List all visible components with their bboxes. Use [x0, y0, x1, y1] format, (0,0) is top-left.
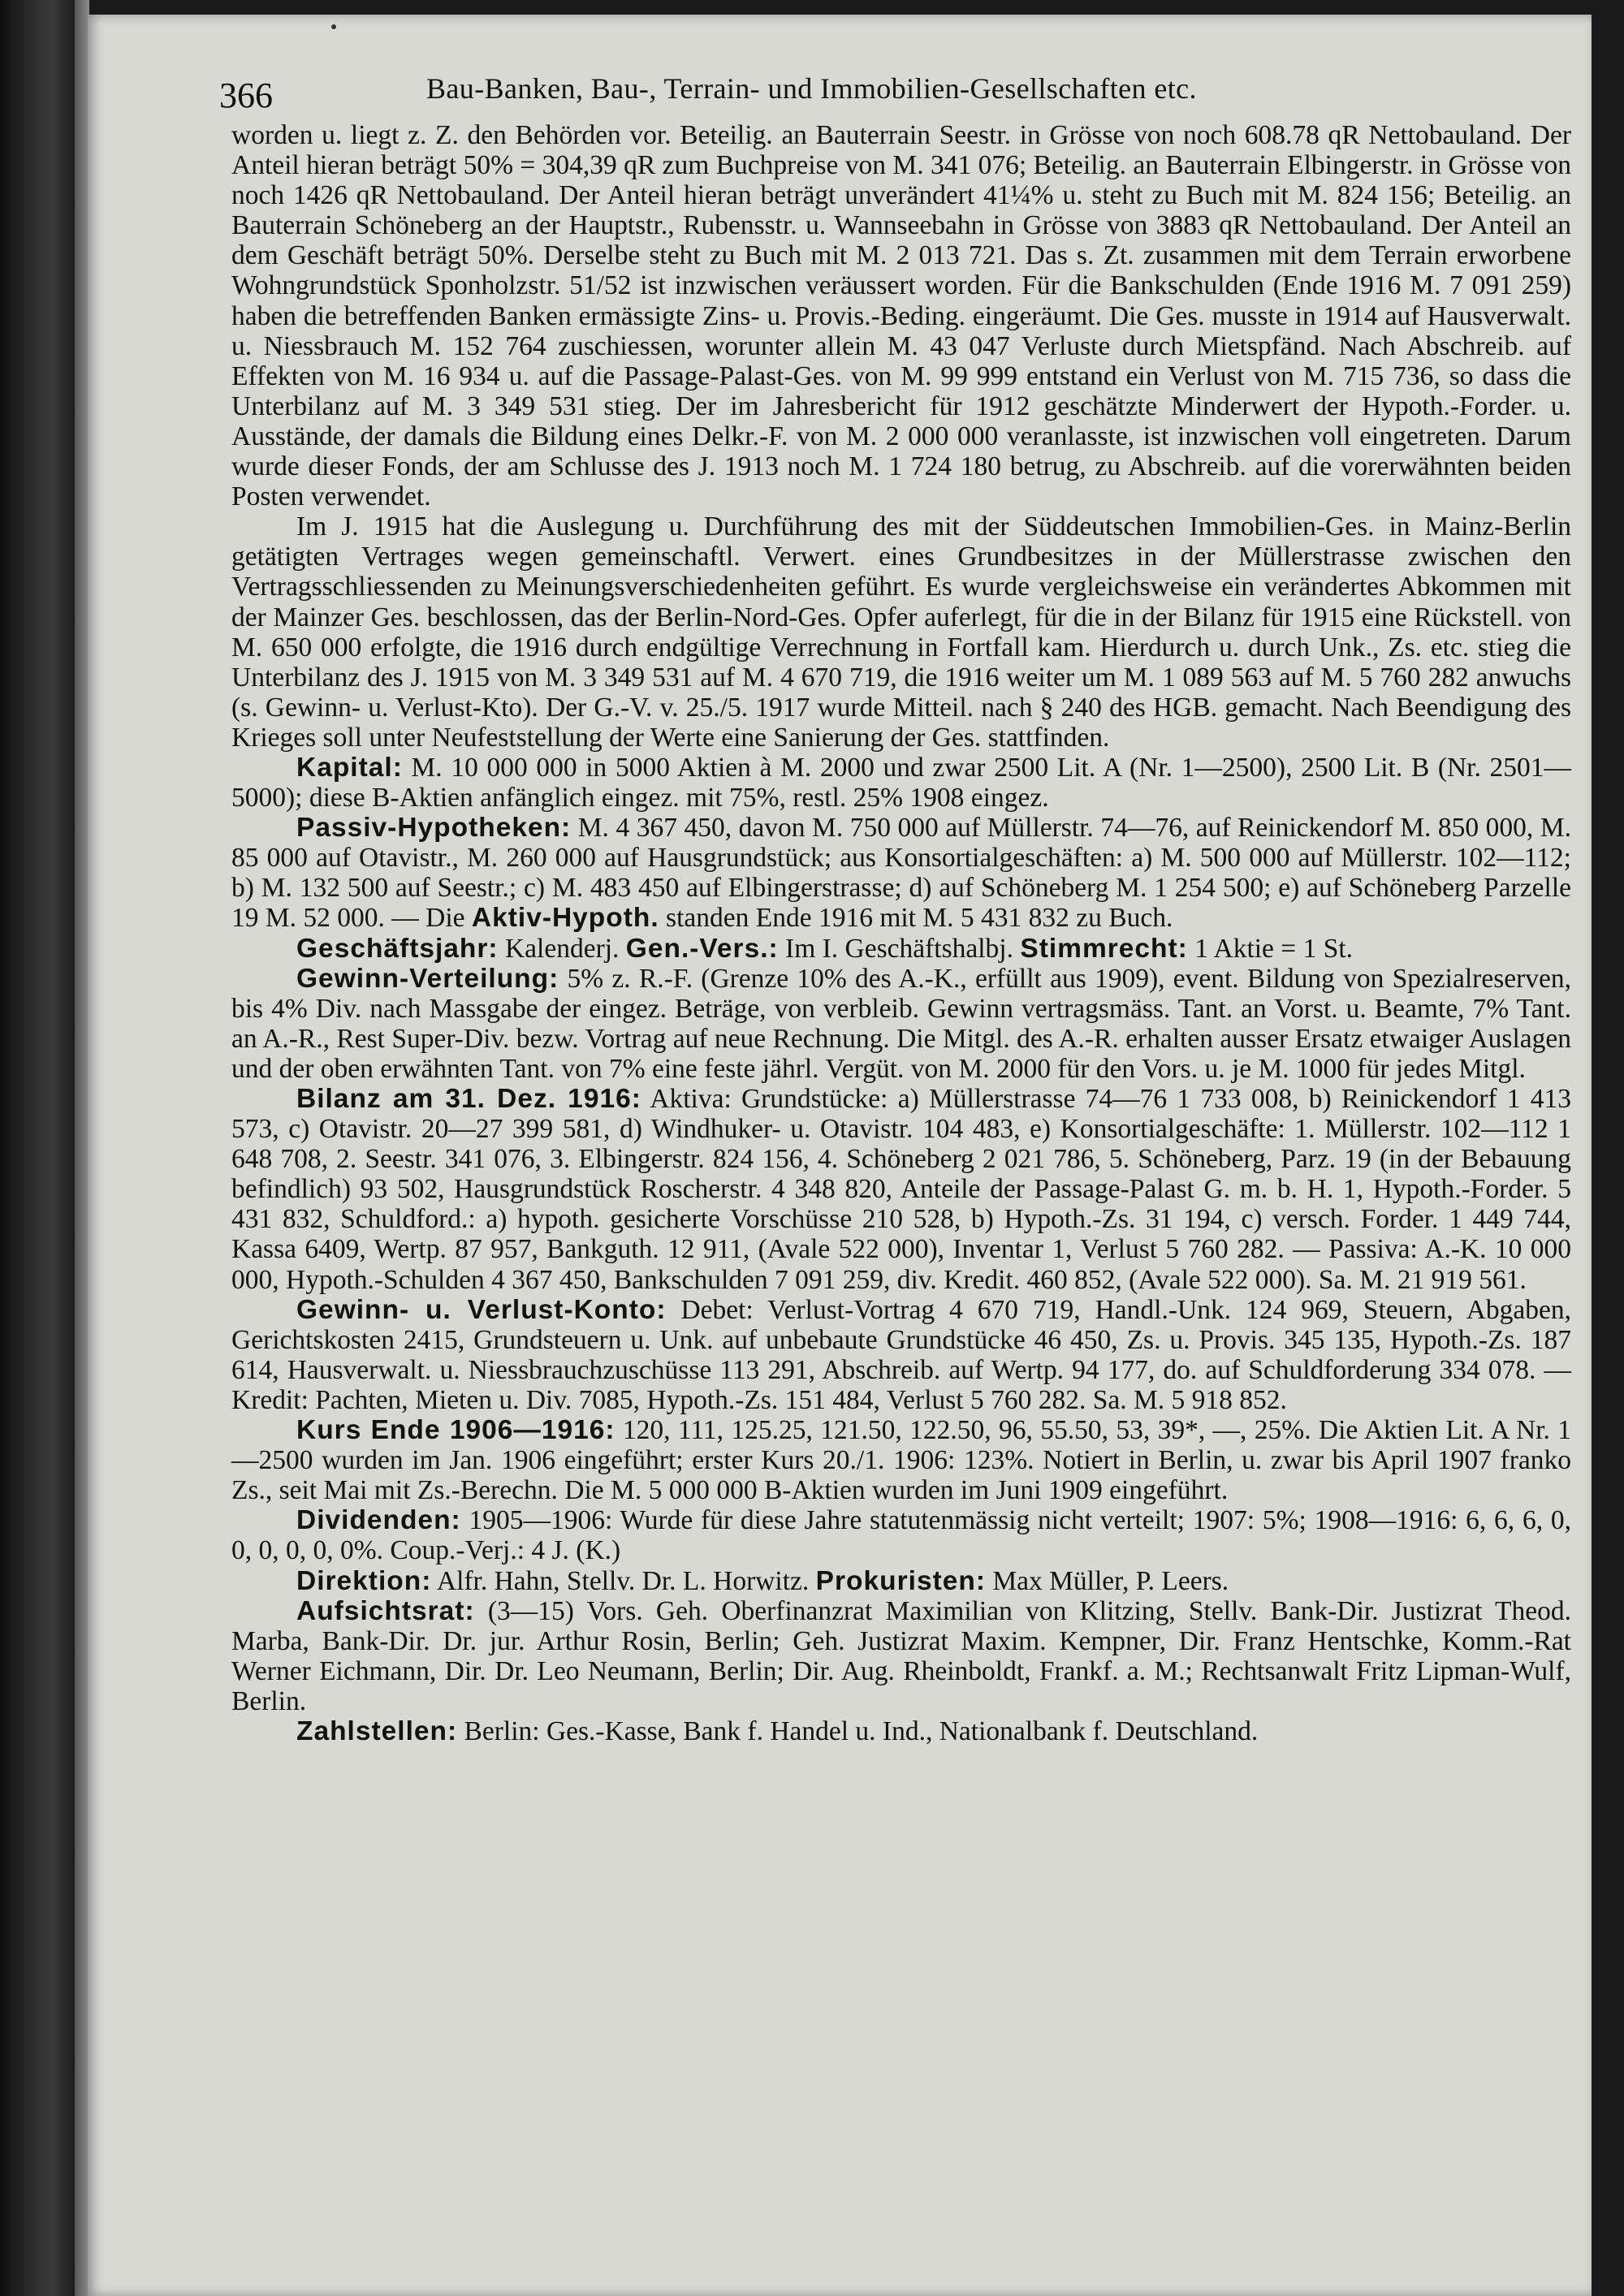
- section-text: 1 Aktie = 1 St.: [1194, 933, 1354, 964]
- section-heading: Gen.-Vers.:: [625, 933, 779, 964]
- section-text: Berlin: Ges.-Kasse, Bank f. Handel u. Ind., Nationalbank f. Deutschland.: [464, 1716, 1259, 1746]
- section-text: 1905—1906: Wurde für diese Jahre statutenmässig nicht verteilt; 1907: 5%; 1908—1916: 6, 6, 6, 0, 0, 0, 0, 0, 0%. Coup.-Verj.: 4 J. (K.): [231, 1505, 1571, 1566]
- section-heading: Prokuristen:: [815, 1565, 986, 1596]
- section-aufsichtsrat: [231, 1596, 1571, 1716]
- section-text: 120, 111, 125.25, 121.50, 122.50, 96, 55.50, 53, 39*, —, 25%. Die Aktien Lit. A Nr. 1—2500 wurden im Jan. 1906 eingeführt; erster Kurs 20./1. 1906: 123%. Notiert in Berlin, u. zwar bis April 1907 franko Zs., seit Mai mit Zs.-Berechn. Die M. 5 000 000 B-Aktien wurden im Juni 1909 eingeführt.: [231, 1415, 1572, 1506]
- section-kapital: [231, 753, 1571, 813]
- section-bilanz: [231, 1084, 1571, 1295]
- section-heading: Zahlstellen:: [296, 1716, 458, 1746]
- section-text: Aktiva: Grundstücke: a) Müllerstrasse 74—76 1 733 008, b) Reinickendorf 1 413 573, c) Otavistr. 20—27 399 581, d) Windhuker- u. Otavistr. 104 483, e) Konsortialgeschäfte: 1. Müllerstr. 102—112 1 648 708, 2. Seestr. 341 076, 3. Elbingerstr. 824 156, 4. Schöneberg 2 021 786, 5. Schöneberg, Parz. 19 (in der Bebauung befindlich) 93 502, Hausgrundstück Roscherstr. 4 348 820, Anteile der Passage-Palast G. m. b. H. 1, Hypoth.-Forder. 5 431 832, Schuldford.: a) hypoth. gesicherte Vorschüsse 210 528, b) Hypoth.-Zs. 31 194, c) versch. Forder. 1 449 744, Kassa 6409, Wertp. 87 957, Bankguth. 12 911, (Avale 522 000), Inventar 1, Verlust 5 760 282. — Passiva: A.-K. 10 000 000, Hypoth.-Schulden 4 367 450, Bankschulden 7 091 259, div. Kredit. 460 852, (Avale 522 000). Sa. M. 21 919 561.: [231, 1084, 1571, 1295]
- section-heading: Geschäftsjahr:: [296, 933, 499, 964]
- section-text: Max Müller, P. Leers.: [992, 1565, 1229, 1596]
- section-text: standen Ende 1916 mit M. 5 431 832 zu Buch.: [666, 903, 1173, 934]
- section-heading: Kapital:: [296, 752, 403, 783]
- section-heading: Passiv-Hypotheken:: [296, 813, 572, 844]
- section-geschaeftsjahr: [231, 934, 1571, 964]
- section-text: Kalenderj.: [504, 933, 620, 964]
- section-heading: Gewinn- u. Verlust-Konto:: [296, 1294, 667, 1325]
- section-gewinn-verteilung: [231, 964, 1571, 1084]
- book-binding: [0, 0, 75, 2296]
- section-heading: Aufsichtsrat:: [296, 1595, 475, 1626]
- print-speck: [331, 24, 336, 29]
- section-passiv-hypotheken: [231, 813, 1571, 933]
- paragraph-continued: worden u. liegt z. Z. den Behörden vor. Beteilig. an Bauterrain Seestr. in Grösse von noch 608.78 qR Nettobauland. Der Anteil hieran beträgt 50% = 304,39 qR zum Buchpreise von M. 341 076; Beteilig. an Bauterrain Elbingerstr. in Grösse von noch 1426 qR Nettobauland. Der Anteil hieran beträgt unverändert 41¼% u. steht zu Buch mit M. 824 156; Beteilig. an Bauterrain Schöneberg an der Hauptstr., Rubensstr. u. Wannseebahn in Grösse von 3883 qR Nettobauland. Der Anteil an dem Geschäft beträgt 50%. Derselbe steht zu Buch mit M. 2 013 721. Das s. Zt. zusammen mit dem Terrain erworbene Wohngrundstück Sponholzstr. 51/52 ist inzwischen veräussert worden. Für die Bankschulden (Ende 1916 M. 7 091 259) haben die betreffenden Banken ermässigte Zins- u. Provis.-Beding. eingeräumt. Die Ges. musste in 1914 auf Hausverwalt. u. Niessbrauch M. 152 764 zuschiessen, worunter allein M. 43 047 Verluste durch Mietspfänd. Nach Abschreib. auf Effekten von M. 16 934 u. auf die Passage-Palast-Ges. von M. 99 999 entstand ein Verlust von M. 715 736, so dass die Unterbilanz auf M. 3 349 531 stieg. Der im Jahresbericht für 1912 geschätzte Minderwert der Hypoth.-Forder. u. Ausstände, der damals die Bildung eines Delkr.-F. von M. 2 000 000 veranlasste, ist inzwischen voll eingetreten. Darum wurde dieser Fonds, der am Schlusse des J. 1913 noch M. 1 724 180 betrug, zu Abschreib. auf die vorerwähnten beiden Posten verwendet.: [231, 120, 1571, 512]
- section-heading: Gewinn-Verteilung:: [296, 963, 559, 994]
- section-text: Im I. Geschäftshalbj.: [785, 933, 1013, 964]
- section-heading: Bilanz am 31. Dez. 1916:: [296, 1084, 641, 1114]
- section-text: Debet: Verlust-Vortrag 4 670 719, Handl.-Unk. 124 969, Steuern, Abgaben, Gerichtskosten 2415, Grundsteuern u. Unk. auf unbebaute Grundstücke 46 450, Zs. u. Provis. 345 135, Hypoth.-Zs. 187 614, Hausverwalt. u. Niessbrauchzuschüsse 113 291, Abschreib. auf Wertp. 94 177, do. auf Schuldforderung 334 078. — Kredit: Pachten, Mieten u. Div. 7085, Hypoth.-Zs. 151 484, Verlust 5 760 282. Sa. M. 5 918 852.: [231, 1294, 1572, 1415]
- page-body: [231, 120, 1571, 1746]
- section-direktion: [231, 1566, 1571, 1596]
- section-text: Alfr. Hahn, Stellv. Dr. L. Horwitz.: [436, 1565, 810, 1596]
- section-heading: Aktiv-Hypoth.: [471, 903, 659, 934]
- section-text: 5% z. R.-F. (Grenze 10% des A.-K., erfüllt aus 1909), event. Bildung von Spezialreserven, bis 4% Div. nach Massgabe der eingez. Beträge, von verbleib. Gewinn vertragsmäss. Tant. an Vorst. u. Beamte, 7% Tant. an A.-R., Rest Super-Div. bezw. Vortrag auf neue Rechnung. Die Mitgl. des A.-R. erhalten ausser Ersatz etwaiger Auslagen und der oben erwähnten Tant. von 7% eine feste jährl. Vergüt. von M. 2000 für den Vors. u. je M. 1000 für jedes Mitgl.: [231, 963, 1572, 1084]
- section-heading: Kurs Ende 1906—1916:: [296, 1415, 615, 1446]
- section-text: (3—15) Vors. Geh. Oberfinanzrat Maximilian von Klitzing, Stellv. Bank-Dir. Justizrat Theod. Marba, Bank-Dir. Dr. jur. Arthur Rosin, Berlin; Geh. Justizrat Maxim. Kempner, Dir. Franz Hentschke, Komm.-Rat Werner Eichmann, Dir. Dr. Leo Neumann, Berlin; Dir. Aug. Rheinboldt, Frankf. a. M.; Rechtsanwalt Fritz Lipman-Wulf, Berlin.: [231, 1595, 1571, 1716]
- paragraph-1915: Im J. 1915 hat die Auslegung u. Durchführung des mit der Süddeutschen Immobilien-Ges. in Mainz-Berlin getätigten Vertrages wegen gemeinschaftl. Verwert. eines Grundbesitzes in der Müllerstrasse zwischen den Vertragsschliessenden zu Meinungsverschiedenheiten geführt. Es wurde vergleichsweise ein verändertes Abkommen mit der Mainzer Ges. beschlossen, das der Berlin-Nord-Ges. Opfer auferlegt, für die in der Bilanz für 1915 eine Rückstell. von M. 650 000 erfolgte, die 1916 durch endgültige Verrechnung in Fortfall kam. Hierdurch u. durch Unk., Zs. etc. stieg die Unterbilanz des J. 1915 von M. 3 349 531 auf M. 4 670 719, die 1916 weiter um M. 1 089 563 auf M. 5 760 282 anwuchs (s. Gewinn- u. Verlust-Kto). Der G.-V. v. 25./5. 1917 wurde Mitteil. nach § 240 des HGB. gemacht. Nach Beendigung des Krieges soll unter Neufeststellung der Werte eine Sanierung der Ges. stattfinden.: [231, 511, 1571, 753]
- section-kurs: [231, 1415, 1571, 1505]
- section-heading: Dividenden:: [296, 1505, 461, 1536]
- section-dividenden: [231, 1505, 1571, 1565]
- section-text: M. 10 000 000 in 5000 Aktien à M. 2000 und zwar 2500 Lit. A (Nr. 1—2500), 2500 Lit. B (Nr. 2501—5000); diese B-Aktien anfänglich eingez. mit 75%, restl. 25% 1908 eingez.: [231, 752, 1572, 814]
- section-text: M. 4 367 450, davon M. 750 000 auf Müllerstr. 74—76, auf Reinickendorf M. 850 000, M. 85 000 auf Otavistr., M. 260 000 auf Hausgrundstück; aus Konsortialgeschäften: a) M. 500 000 auf Müllerstr. 102—112; b) M. 132 500 auf Seestr.; c) M. 483 450 auf Elbingerstrasse; d) auf Schöneberg M. 1 254 500; e) auf Schöneberg Parzelle 19 M. 52 000. — Die: [231, 813, 1571, 934]
- section-zahlstellen: [231, 1716, 1571, 1746]
- page-number: 366: [219, 76, 273, 115]
- section-heading: Stimmrecht:: [1020, 933, 1188, 964]
- section-heading: Direktion:: [296, 1565, 432, 1596]
- running-head: Bau-Banken, Bau-, Terrain- und Immobilien-Gesellschaften etc.: [426, 72, 1197, 105]
- section-gewinn-verlust-konto: [231, 1295, 1571, 1415]
